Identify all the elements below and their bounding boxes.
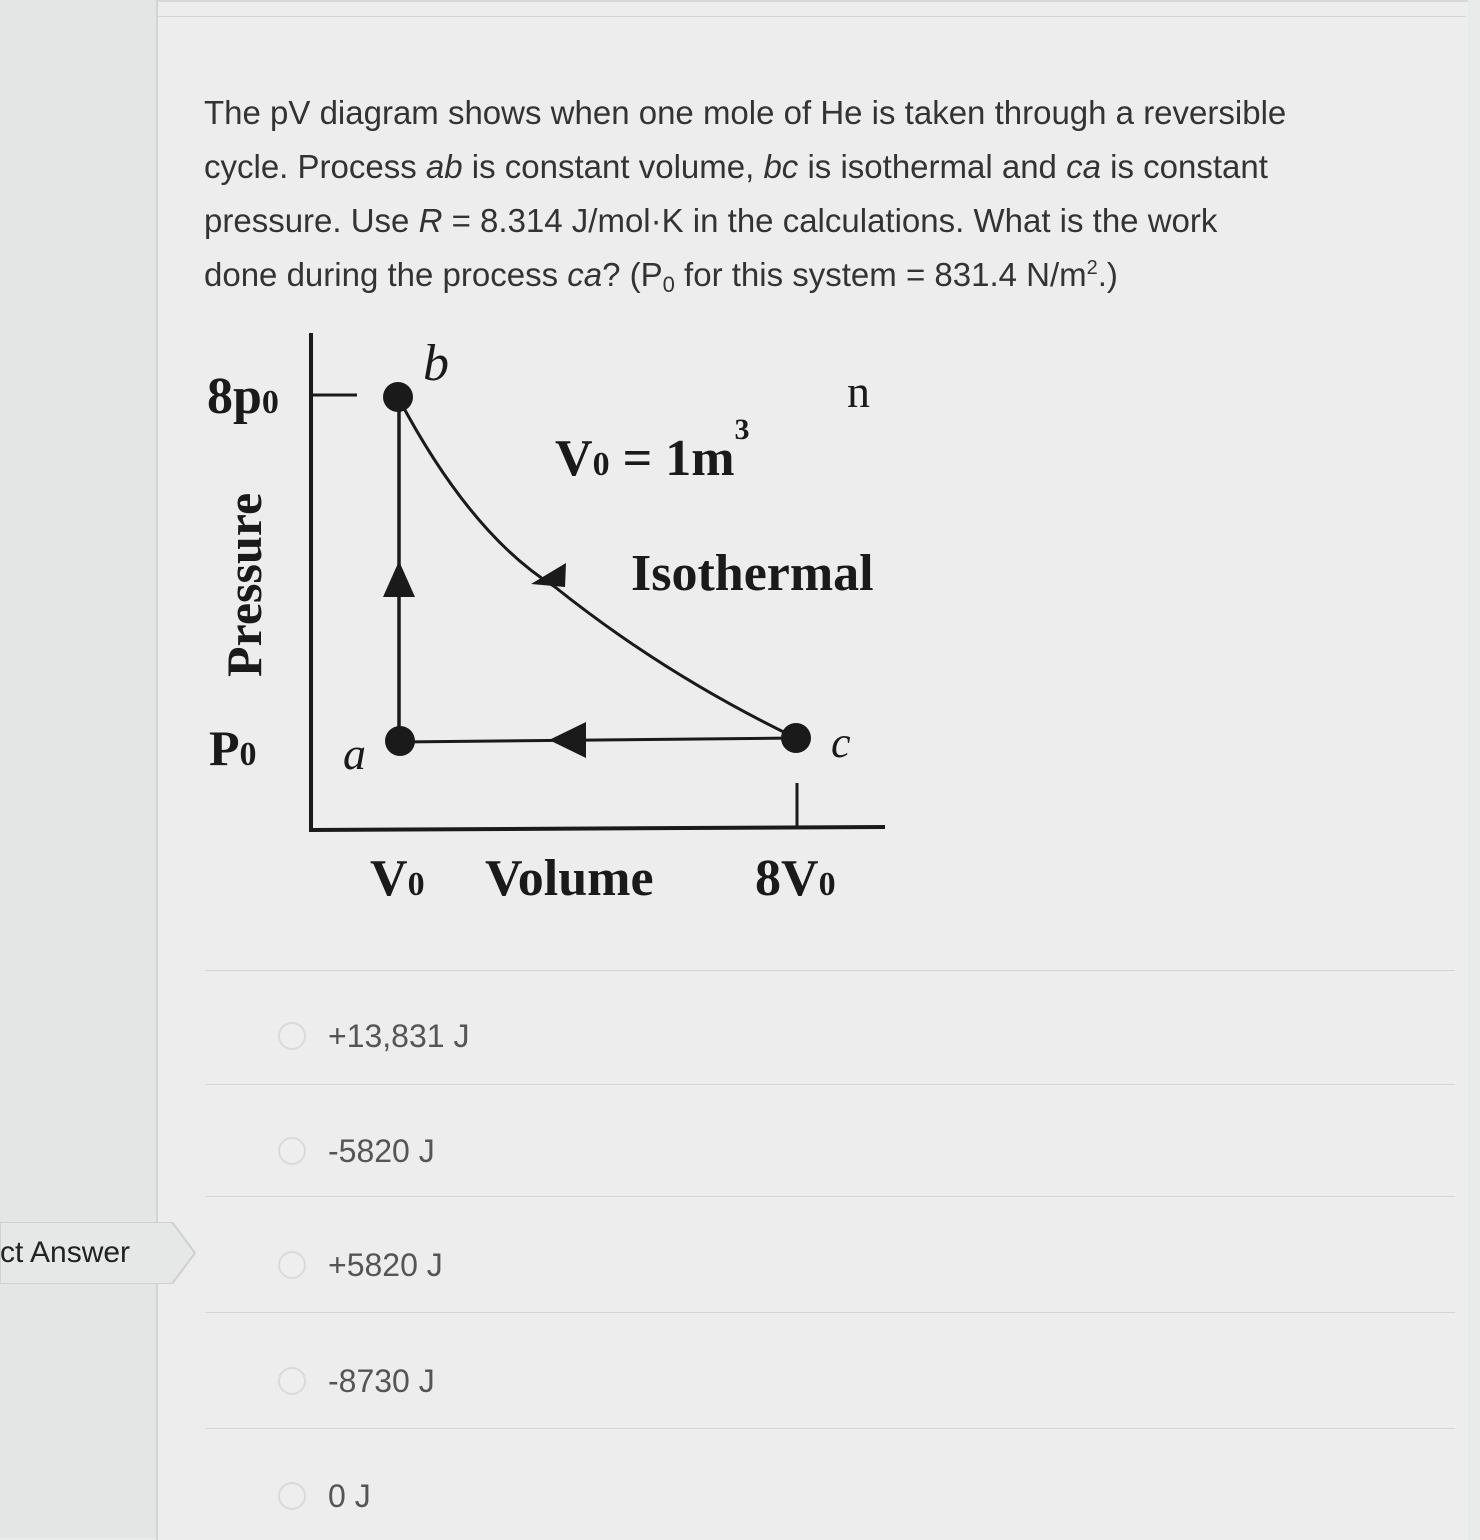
x-axis [309,827,885,830]
radio-button[interactable] [278,1022,306,1050]
radio-button[interactable] [278,1251,306,1279]
answer-tag-label: ct Answer [0,1236,131,1269]
point-b-dot [383,382,413,412]
label-8v0: 8V0 [755,850,836,907]
question-line-1: The pV diagram shows when one mole of He is taken through a reversible [204,94,1287,131]
choice-option-2[interactable] [278,1131,435,1171]
choice-option-5[interactable] [278,1476,371,1516]
radio-button[interactable] [278,1367,306,1395]
choice-option-4[interactable] [278,1361,435,1401]
y-axis-label: Pressure [216,492,272,677]
question-line-3: pressure. Use R = 8.314 J/mol·K in the calculations. What is the work [204,202,1218,239]
label-p0: P0 [209,720,257,776]
label-point-b: b [423,335,449,392]
pv-diagram [195,325,895,915]
choice-divider [205,1428,1455,1429]
top-divider [156,16,1466,17]
choice-divider [205,1312,1455,1313]
stray-n-label: n [847,366,870,417]
process-ca-line [399,738,796,742]
radio-button[interactable] [278,1482,306,1510]
arrow-ab-up [383,561,415,597]
question-text [204,86,1434,302]
choice-label: 0 J [328,1477,371,1514]
choice-divider [205,1196,1455,1197]
left-gutter [0,0,156,1538]
isothermal-label: Isothermal [631,545,874,602]
choice-divider [205,1084,1455,1085]
question-line-2: cycle. Process ab is constant volume, bc is isothermal and ca is constant [204,148,1268,185]
choice-option-1[interactable] [278,1016,469,1056]
point-c-dot [781,723,811,753]
label-v0: V0 [370,850,425,907]
choice-label: +5820 J [328,1246,443,1283]
choice-divider [205,970,1455,971]
label-point-a: a [343,728,366,779]
choice-label: -5820 J [328,1132,435,1169]
radio-button[interactable] [278,1137,306,1165]
label-8p0: 8p0 [207,368,279,425]
arrow-ca-left [549,722,586,758]
point-a-dot [385,726,415,756]
correct-answer-tag [0,1222,196,1284]
choice-option-3[interactable] [278,1245,443,1285]
label-point-c: c [831,718,851,767]
x-axis-label: Volume [485,850,654,907]
choice-label: -8730 J [328,1362,435,1399]
question-line-4: done during the process ca? ($P_0$ for this system = 831.4 $N/m^2$.) [204,256,1118,297]
choice-label: +13,831 J [328,1017,470,1054]
volume-equation: $V0 = 1m^3$ [555,413,750,487]
